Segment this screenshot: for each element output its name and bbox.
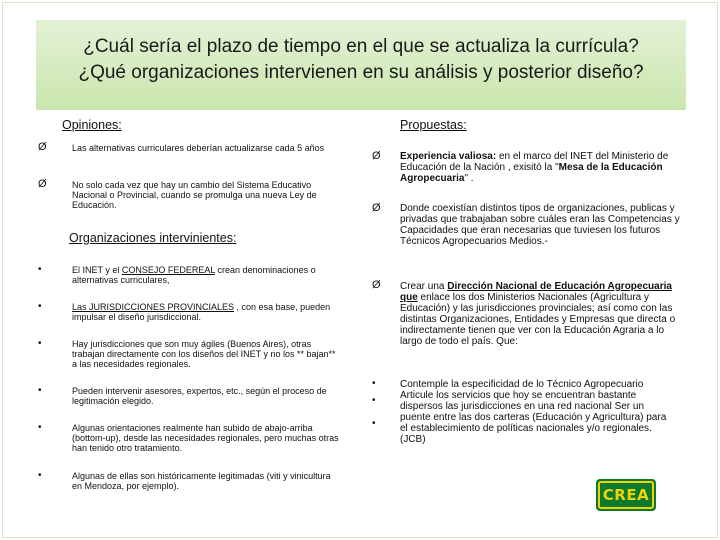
organizacion-item: Pueden intervenir asesores, expertos, etc., según el proceso de legitimación elegido. [72, 386, 327, 406]
title-line-2: ¿Qué organizaciones intervienen en su análisis y posterior diseño? [78, 62, 644, 83]
dot-bullet-icon: • [372, 395, 376, 406]
organizacion-item: Las JURISDICCIONES PROVINCIALES , con esa base, pueden impulsar el diseño jurisdiccional. [72, 302, 331, 322]
opinion-item: No solo cada vez que hay un cambio del Sistema Educativo Nacional o Provincial, cuando se promulga una nueva Ley de Educación. [72, 180, 317, 210]
organizaciones-heading: Organizaciones intervinientes: [69, 231, 237, 245]
dot-bullet-icon: • [38, 264, 42, 275]
organizacion-item: El INET y el CONSEJO FEDEREAL crean denominaciones o alternativas curriculares, [72, 265, 316, 285]
arrow-bullet-icon: Ø [38, 141, 47, 153]
arrow-bullet-icon: Ø [372, 150, 381, 162]
title-banner [36, 20, 686, 110]
propuestas-heading: Propuestas: [400, 118, 467, 132]
organizacion-item: Hay jurisdicciones que son muy ágiles (Buenos Aires), otras trabajan directamente con los diseños del INET y no los ** bajan** a las necesidades regionales. [72, 339, 336, 369]
dot-bullet-icon: • [38, 338, 42, 349]
propuesta-sub-items: Contemple la especificidad de lo Técnico Agropecuario Articule los servicios que hoy se encuentran bastante dispersos las jurisdicciones en una red nacional Ser un puente entre las dos carteras (Educación y Agricultura) para el establecimiento de políticas nacionales y/o regionales. (JCB) [400, 379, 667, 445]
arrow-bullet-icon: Ø [372, 202, 381, 214]
crea-logo-text: CREA [598, 481, 654, 509]
propuesta-item: Experiencia valiosa: en el marco del INET del Ministerio de Educación de la Nación , exisitó la "Mesa de la Educación Agropecuaria" . [400, 151, 669, 184]
organizacion-item: Algunas de ellas son históricamente legitimadas (viti y vinicultura en Mendoza, por ejemplo). [72, 471, 331, 491]
opiniones-heading: Opiniones: [62, 118, 122, 132]
dot-bullet-icon: • [38, 422, 42, 433]
title-line-1: ¿Cuál sería el plazo de tiempo en el que se actualiza la currícula? [83, 36, 639, 57]
crea-logo [596, 479, 656, 511]
dot-bullet-icon: • [372, 418, 376, 429]
organizacion-item: Algunas orientaciones realmente han subido de abajo-arriba (bottom-up), desde las necesidades regionales, pero muchas otras han tenido otro tratamiento. [72, 423, 339, 453]
arrow-bullet-icon: Ø [38, 178, 47, 190]
dot-bullet-icon: • [372, 378, 376, 389]
dot-bullet-icon: • [38, 470, 42, 481]
dot-bullet-icon: • [38, 301, 42, 312]
propuesta-item: Crear una Dirección Nacional de Educación Agropecuaria que enlace los dos Ministerios Nacionales (Agricultura y Educación) y las jurisdicciones provinciales; así como con las distintas Organizaciones, Entidades y Empresas que directa o indirectamente tienen que ver con la Educación Agraria a lo largo de todo el país. Que: [400, 281, 676, 347]
opinion-item: Las alternativas curriculares deberían actualizarse cada 5 años [72, 143, 325, 153]
propuesta-item: Donde coexistían distintos tipos de organizaciones, publicas y privadas que trabajaban sobre cuáles eran las Competencias y Capacidades que eran necesarias que tuviesen los futuros Técnicos Agropecuarios Medios.- [400, 203, 680, 247]
arrow-bullet-icon: Ø [372, 279, 381, 291]
dot-bullet-icon: • [38, 385, 42, 396]
